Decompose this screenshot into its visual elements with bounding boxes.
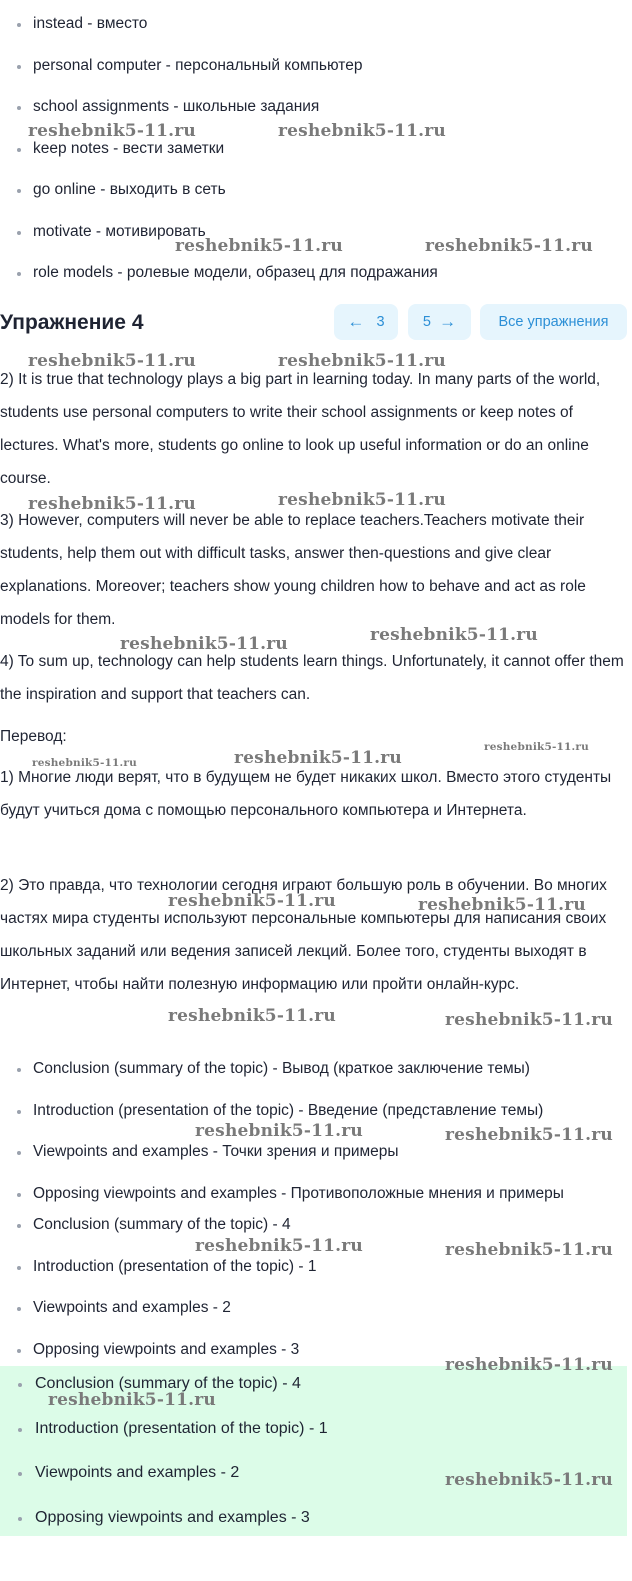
prev-exercise-button[interactable] xyxy=(334,304,398,340)
watermark: reshebnik5-11.ru xyxy=(278,351,446,371)
watermark: reshebnik5-11.ru xyxy=(484,741,589,753)
watermark: reshebnik5-11.ru xyxy=(445,1010,613,1030)
exercise-title: Упражнение 4 xyxy=(0,311,144,334)
watermark: reshebnik5-11.ru xyxy=(425,236,593,256)
list-item: Introduction (presentation of the topic) - Введение (представление темы) xyxy=(0,1101,632,1143)
list-item: Introduction (presentation of the topic) - 1 xyxy=(0,1257,632,1299)
list-item: Viewpoints and examples - 2 xyxy=(0,1463,627,1508)
translation-label: Перевод: xyxy=(0,728,67,745)
list-item: Opposing viewpoints and examples - 3 xyxy=(0,1508,627,1553)
list-item: motivate - мотивировать xyxy=(0,222,632,264)
watermark: reshebnik5-11.ru xyxy=(168,891,336,911)
vocabulary-list xyxy=(0,14,632,305)
list-item: Conclusion (summary of the topic) - 4 xyxy=(0,1374,627,1419)
list-item: instead - вместо xyxy=(0,14,632,56)
all-exercises-button[interactable]: Все упражнения xyxy=(480,304,627,340)
list-item: Introduction (presentation of the topic) - 1 xyxy=(0,1419,627,1464)
watermark: reshebnik5-11.ru xyxy=(445,1355,613,1375)
prev-exercise-label: 3 xyxy=(376,314,385,330)
watermark: reshebnik5-11.ru xyxy=(28,351,196,371)
list-item: Conclusion (summary of the topic) - Вывод (краткое заключение темы) xyxy=(0,1059,632,1101)
watermark: reshebnik5-11.ru xyxy=(445,1240,613,1260)
list-item: school assignments - школьные задания xyxy=(0,97,632,139)
watermark: reshebnik5-11.ru xyxy=(278,121,446,141)
exercise-header xyxy=(0,304,632,342)
translation-paragraph: 1) Многие люди верят, что в будущем не будет никаких школ. Вместо этого студенты будут учиться дома с помощью персонального компьютера и Интернета. xyxy=(0,769,612,819)
paragraph: 3) However, computers will never be able to replace teachers.Teachers motivate their students, help them out with difficult tasks, answer then-questions and give clear explanations. Moreover; teachers show young children how to behave and act as role models for them. xyxy=(0,512,586,628)
watermark: reshebnik5-11.ru xyxy=(28,121,196,141)
list-item: go online - выходить в сеть xyxy=(0,180,632,222)
watermark: reshebnik5-11.ru xyxy=(278,490,446,510)
list-item: personal computer - персональный компьютер xyxy=(0,56,632,98)
watermark: reshebnik5-11.ru xyxy=(418,895,586,915)
paragraph: 2) It is true that technology plays a big part in learning today. In many parts of the world, students use personal computers to write their school assignments or keep notes of lectures. What's more, students go online to look up useful information or do an online course. xyxy=(0,371,601,487)
watermark: reshebnik5-11.ru xyxy=(120,634,288,654)
watermark: reshebnik5-11.ru xyxy=(28,494,196,514)
paragraph: 4) To sum up, technology can help students learn things. Unfortunately, it cannot offer them the inspiration and support that teachers can. xyxy=(0,653,624,703)
watermark: reshebnik5-11.ru xyxy=(445,1470,613,1490)
watermark: reshebnik5-11.ru xyxy=(168,1006,336,1026)
list-item: keep notes - вести заметки xyxy=(0,139,632,181)
watermark: reshebnik5-11.ru xyxy=(234,748,402,768)
list-item: Conclusion (summary of the topic) - 4 xyxy=(0,1215,632,1257)
list-item: Opposing viewpoints and examples - 3 xyxy=(0,1340,632,1382)
watermark: reshebnik5-11.ru xyxy=(32,757,137,769)
arrow-left-icon: ← xyxy=(347,312,365,331)
watermark: reshebnik5-11.ru xyxy=(175,236,343,256)
watermark: reshebnik5-11.ru xyxy=(195,1121,363,1141)
list-item: Viewpoints and examples - 2 xyxy=(0,1298,632,1340)
list-item: Viewpoints and examples - Точки зрения и примеры xyxy=(0,1142,632,1184)
next-exercise-label: 5 xyxy=(422,314,431,330)
watermark: reshebnik5-11.ru xyxy=(195,1236,363,1256)
list-item: Opposing viewpoints and examples - Противоположные мнения и примеры xyxy=(0,1184,632,1226)
arrow-right-icon: → xyxy=(439,312,457,331)
list-item: role models - ролевые модели, образец для подражания xyxy=(0,263,632,305)
watermark: reshebnik5-11.ru xyxy=(370,625,538,645)
next-exercise-button[interactable] xyxy=(408,304,471,340)
watermark: reshebnik5-11.ru xyxy=(48,1390,216,1410)
translation-paragraph: 2) Это правда, что технологии сегодня играют большую роль в обучении. Во многих частях мира студенты используют персональные компьютеры для написания своих школьных заданий или ведения записей лекций. Более того, студенты выходят в Интернет, чтобы найти полезную информацию или пройти онлайн-курс. xyxy=(0,877,607,993)
watermark: reshebnik5-11.ru xyxy=(445,1125,613,1145)
